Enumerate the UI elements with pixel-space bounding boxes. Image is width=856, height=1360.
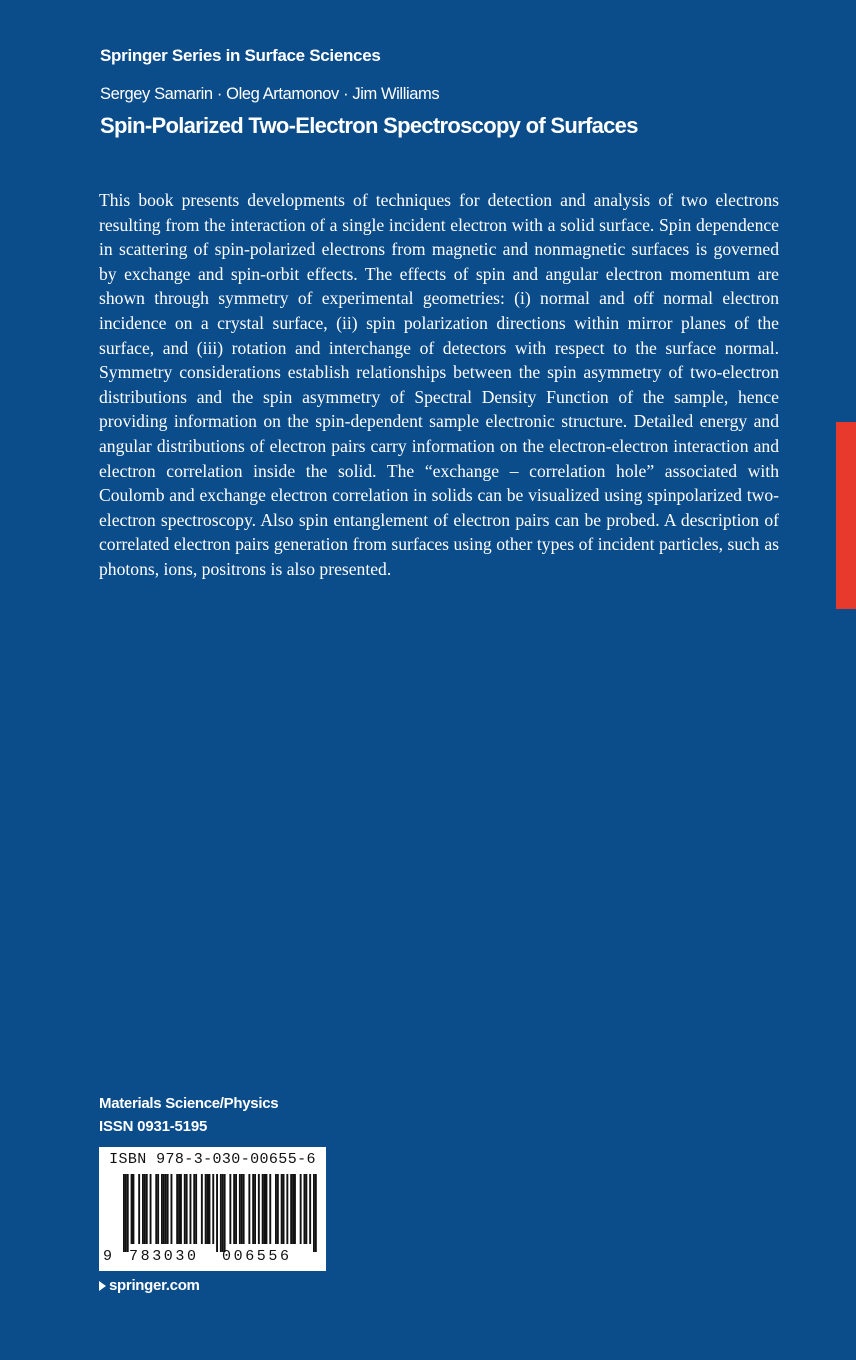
red-accent-tab bbox=[836, 422, 856, 609]
isbn-label: ISBN 978-3-030-00655-6 bbox=[109, 1151, 316, 1168]
barcode-digit-group-right: 006556 bbox=[222, 1248, 292, 1265]
series-title: Springer Series in Surface Sciences bbox=[100, 46, 381, 65]
triangle-arrow-icon bbox=[99, 1281, 106, 1291]
book-description: This book presents developments of techniques for detection and analysis of two electrons resulting from the interaction of a single incident electron with a solid surface. Spin dependence in scattering of spin-polarized electrons from magnetic and nonmagnetic surfaces is governed by exchange and spin-orbit effects. The effects of spin and angular electron momentum are shown through symmetry of experimental geometries: (i) normal and off normal electron incidence on a crystal surface, (ii) spin polarization directions within mirror planes of the surface, and (iii) rotation and interchange of detectors with respect to the surface normal. Symmetry considerations establish relationships between the spin asymmetry of two-electron distributions and the spin asymmetry of Spectral Density Function of the sample, hence providing information on the spin-dependent sample electronic structure. Detailed energy and angular distributions of electron pairs carry information on the electron-electron interaction and electron correlation inside the solid. The “exchange – correlation hole” associated with Coulomb and exchange electron correlation in solids can be visualized using spinpolarized two-electron spectroscopy. Also spin entanglement of electron pairs can be probed. A description of correlated electron pairs generation from surfaces using other types of incident particles, such as photons, ions, positrons is also presented. bbox=[99, 190, 779, 579]
barcode-digit-group-left: 783030 bbox=[129, 1248, 199, 1265]
barcode-digit-lead: 9 bbox=[103, 1248, 113, 1265]
authors: Sergey Samarin · Oleg Artamonov · Jim Williams bbox=[100, 85, 440, 103]
barcode bbox=[99, 1147, 326, 1271]
barcode-digits bbox=[99, 1147, 326, 1271]
subject-category: Materials Science/Physics bbox=[99, 1095, 279, 1112]
website-label: springer.com bbox=[109, 1277, 200, 1294]
book-title: Spin-Polarized Two-Electron Spectroscopy of Surfaces bbox=[100, 113, 638, 138]
issn: ISSN 0931-5195 bbox=[99, 1118, 208, 1135]
website-link[interactable] bbox=[99, 1277, 200, 1294]
